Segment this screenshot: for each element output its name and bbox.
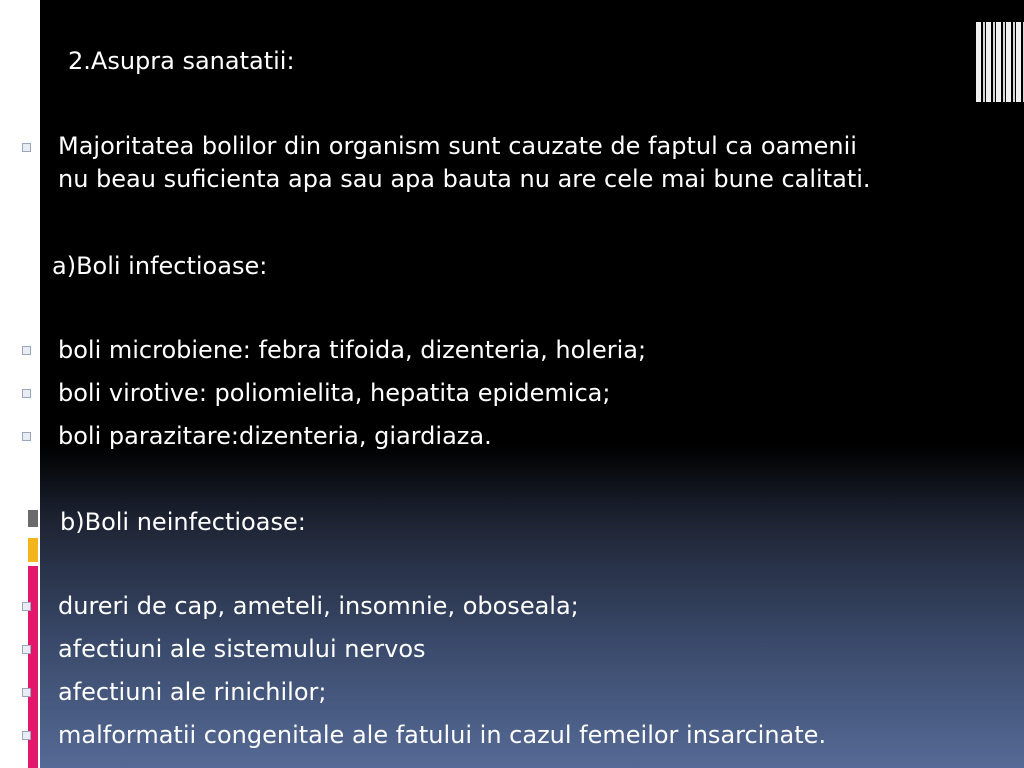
yellow-accent-bar — [28, 538, 38, 562]
bullet-icon — [22, 143, 31, 152]
non-infectious-heading: b)Boli neinfectioase: — [60, 508, 306, 536]
non-infectious-item: malformatii congenitale ale fatului in cazul femeilor insarcinate. — [58, 721, 827, 749]
infectious-item: boli parazitare:dizenteria, giardiaza. — [58, 422, 492, 450]
infectious-item: boli microbiene: febra tifoida, dizenteria, holeria; — [58, 336, 647, 364]
bullet-icon — [22, 389, 31, 398]
striped-decoration-top-right — [976, 22, 1024, 102]
intro-bullet-line-1: Majoritatea bolilor din organism sunt cauzate de faptul ca oamenii — [58, 132, 857, 160]
non-infectious-item: afectiuni ale rinichilor; — [58, 678, 327, 706]
bullet-icon — [22, 602, 31, 611]
intro-bullet-line-2: nu beau suficienta apa sau apa bauta nu are cele mai bune calitati. — [58, 165, 871, 193]
bullet-icon — [22, 688, 31, 697]
bullet-icon — [22, 645, 31, 654]
bullet-icon — [22, 346, 31, 355]
bullet-icon — [22, 432, 31, 441]
non-infectious-item: afectiuni ale sistemului nervos — [58, 635, 426, 663]
bullet-icon — [22, 731, 31, 740]
non-infectious-item: dureri de cap, ameteli, insomnie, oboseala; — [58, 592, 579, 620]
infectious-item: boli virotive: poliomielita, hepatita epidemica; — [58, 379, 611, 407]
gray-accent-bar — [28, 505, 38, 533]
section-heading: 2.Asupra sanatatii: — [68, 47, 295, 75]
infectious-heading: a)Boli infectioase: — [52, 252, 268, 280]
